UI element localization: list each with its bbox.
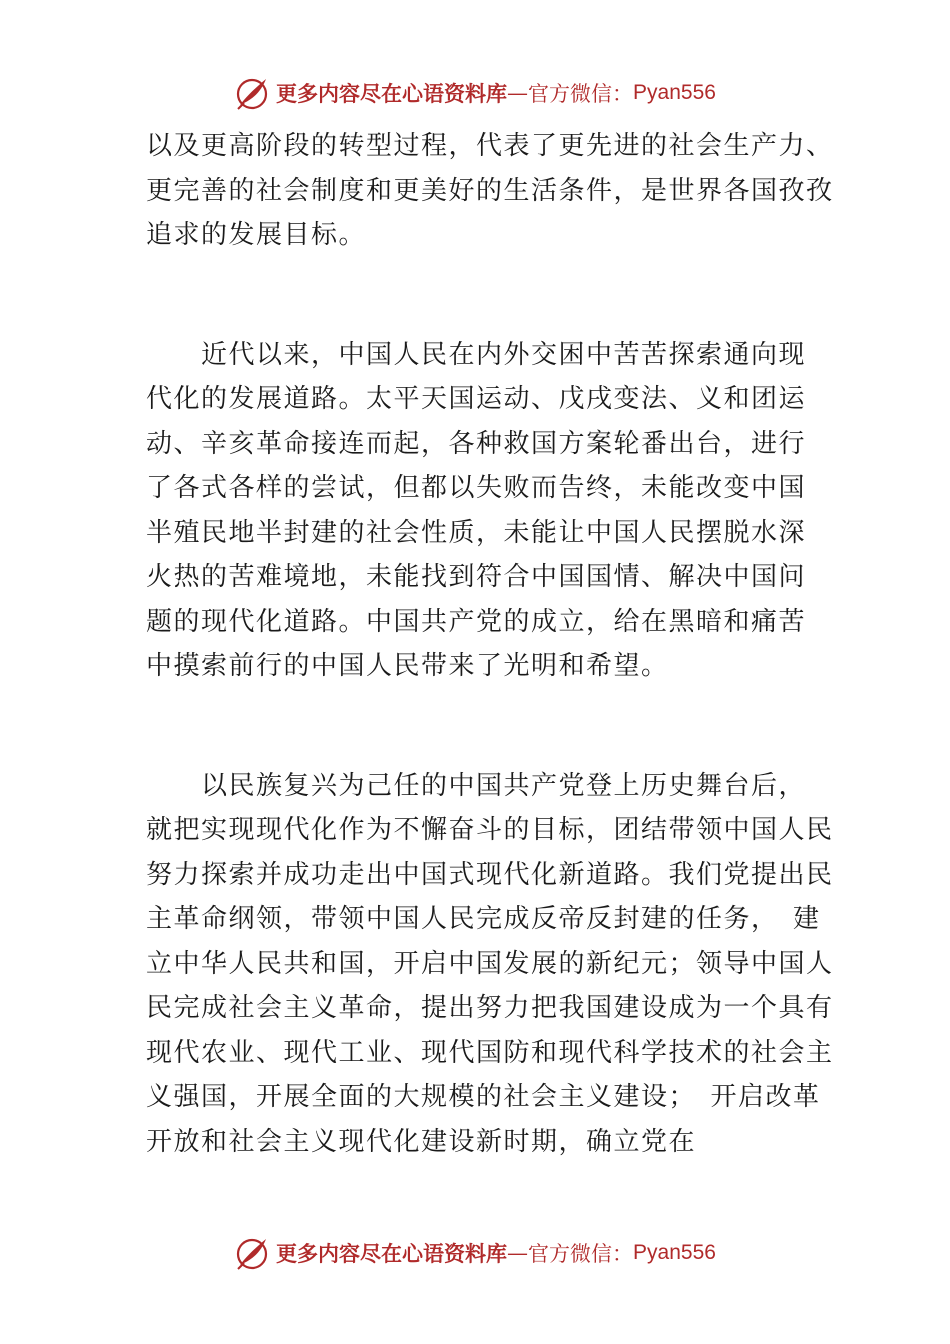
feather-logo-icon xyxy=(234,1235,270,1271)
text-line: 半殖民地半封建的社会性质，未能让中国人民摆脱水深 xyxy=(146,517,807,548)
text-line: 就把实现现代化作为不懈奋斗的目标，团结带领中国人民 xyxy=(146,815,834,845)
banner-dash: — xyxy=(507,1241,529,1265)
header-watermark-banner xyxy=(0,70,950,116)
text-line: 近代以来，中国人民在内外交困中苦苦探索通向现 xyxy=(146,339,807,370)
text-line: 现代农业、现代工业、现代国防和现代科学技术的社会主 xyxy=(146,1037,834,1068)
banner-wechat-id: Pyan556 xyxy=(633,81,716,104)
text-line: 主革命纲领，带领中国人民完成反帝反封建的任务， 建 xyxy=(146,904,821,934)
text-line: 追求的发展目标。 xyxy=(146,220,367,250)
banner-wechat-id: Pyan556 xyxy=(633,1241,716,1264)
footer-watermark-banner xyxy=(0,1230,950,1276)
text-line: 立中华人民共和国，开启中国发展的新纪元；领导中国人 xyxy=(146,948,834,979)
paragraph xyxy=(146,764,834,1165)
paragraph-gap xyxy=(146,258,826,333)
banner-wechat-label: 官方微信： xyxy=(528,82,634,106)
feather-logo-icon xyxy=(234,75,270,111)
text-line: 更完善的社会制度和更美好的生活条件，是世界各国孜孜 xyxy=(146,175,834,206)
text-line: 中摸索前行的中国人民带来了光明和希望。 xyxy=(146,651,669,681)
banner-dash: — xyxy=(507,81,529,105)
text-line: 开放和社会主义现代化建设新时期，确立党在 xyxy=(146,1126,697,1157)
text-line: 动、辛亥革命接连而起，各种救国方案轮番出台，进行 xyxy=(146,428,807,459)
document-body xyxy=(146,124,834,1164)
banner-wechat-label: 官方微信： xyxy=(528,1242,634,1266)
text-line: 民完成社会主义革命，提出努力把我国建设成为一个具有 xyxy=(146,993,834,1023)
text-line: 题的现代化道路。中国共产党的成立，给在黑暗和痛苦 xyxy=(146,606,807,637)
text-line: 努力探索并成功走出中国式现代化新道路。我们党提出民 xyxy=(146,859,834,890)
banner-brand-text: 更多内容尽在心语资料库 xyxy=(276,81,508,106)
paragraph xyxy=(146,333,826,689)
text-line: 火热的苦难境地，未能找到符合中国国情、解决中国问 xyxy=(146,562,807,592)
text-line: 了各式各样的尝试，但都以失败而告终，未能改变中国 xyxy=(146,473,807,503)
text-line: 以民族复兴为己任的中国共产党登上历史舞台后， xyxy=(146,770,807,801)
text-line: 以及更高阶段的转型过程，代表了更先进的社会生产力、 xyxy=(146,131,834,161)
paragraph-gap xyxy=(146,689,826,764)
text-line: 代化的发展道路。太平天国运动、戊戌变法、义和团运 xyxy=(146,384,807,414)
text-line: 义强国，开展全面的大规模的社会主义建设； 开启改革 xyxy=(146,1082,821,1112)
banner-brand-text: 更多内容尽在心语资料库 xyxy=(276,1241,508,1266)
paragraph xyxy=(146,124,834,258)
